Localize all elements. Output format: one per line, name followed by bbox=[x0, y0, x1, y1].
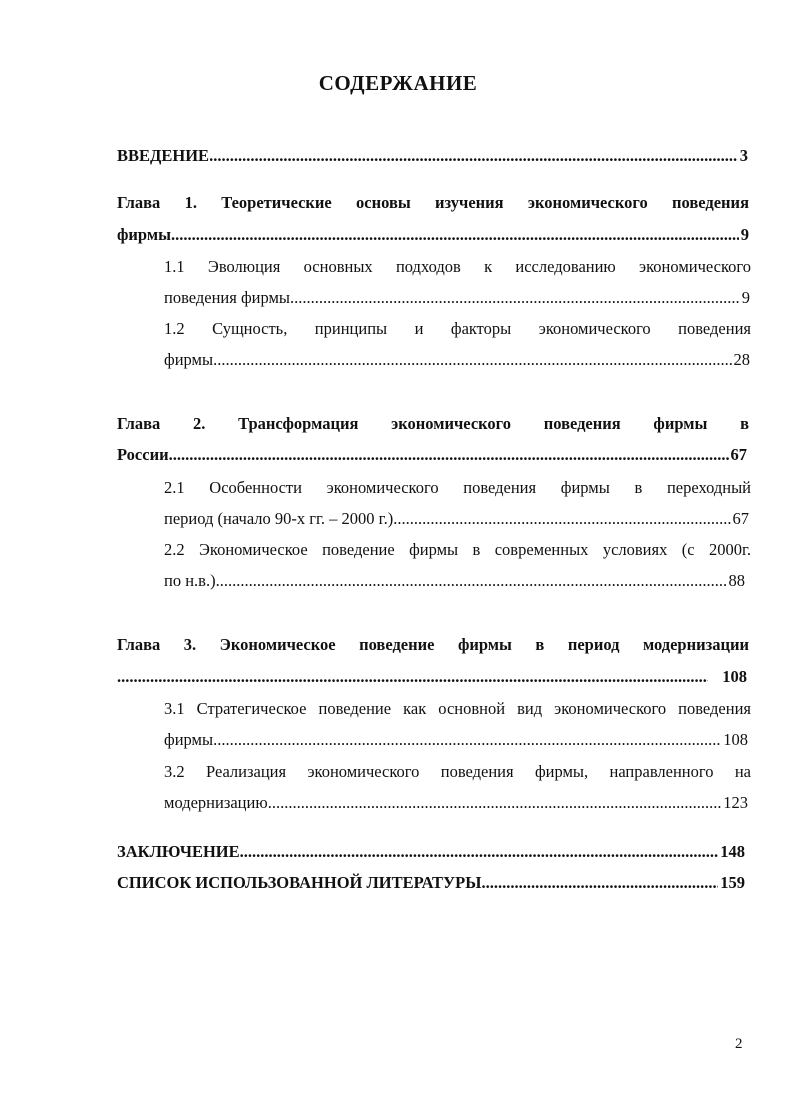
page-number: 2 bbox=[735, 1036, 743, 1052]
toc-section-1-2: 1.2 Сущность, принципы и факторы экономического поведения bbox=[164, 319, 751, 338]
leader-dots bbox=[481, 872, 718, 894]
toc-label: России bbox=[117, 445, 169, 464]
toc-page-number: 148 bbox=[720, 842, 745, 861]
leader-dots bbox=[171, 224, 739, 246]
toc-section-2-2: 2.2 Экономическое поведение фирмы в современных условиях (с 2000г. bbox=[164, 540, 751, 559]
toc-label: фирмы bbox=[117, 225, 171, 244]
toc-section-2-1-leader bbox=[164, 508, 749, 530]
toc-page-number: 67 bbox=[732, 509, 749, 528]
leader-dots bbox=[240, 841, 719, 863]
toc-label: СПИСОК ИСПОЛЬЗОВАННОЙ ЛИТЕРАТУРЫ bbox=[117, 873, 482, 892]
toc-label: модернизацию bbox=[164, 793, 268, 812]
toc-section-1-2-leader bbox=[164, 349, 750, 371]
toc-entry-references bbox=[117, 872, 745, 894]
toc-section-2-2-leader bbox=[164, 570, 745, 592]
toc-label: поведения фирмы bbox=[164, 288, 291, 307]
toc-section-3-2-leader bbox=[164, 792, 748, 814]
toc-section-3-1: 3.1 Стратегическое поведение как основной вид экономического поведения bbox=[164, 699, 751, 718]
toc-entry-intro bbox=[117, 145, 748, 167]
toc-page-number: 9 bbox=[740, 225, 749, 244]
toc-chapter-1-heading: Глава 1. Теоретические основы изучения экономического поведения bbox=[117, 193, 749, 212]
leader-dots bbox=[209, 145, 738, 167]
toc-chapter-3-leader bbox=[117, 666, 747, 688]
toc-label: фирмы bbox=[164, 350, 214, 369]
toc-label: период (начало 90-х гг. – 2000 г.) bbox=[164, 509, 394, 528]
toc-page-number: 3 bbox=[739, 146, 748, 165]
toc-section-1-1: 1.1 Эволюция основных подходов к исследованию экономического bbox=[164, 257, 751, 276]
toc-section-3-1-leader bbox=[164, 729, 748, 751]
toc-section-3-2: 3.2 Реализация экономического поведения фирмы, направленного на bbox=[164, 762, 751, 781]
toc-page-number: 9 bbox=[741, 288, 750, 307]
leader-dots bbox=[117, 666, 708, 688]
leader-dots bbox=[268, 792, 722, 814]
toc-entry-conclusion bbox=[117, 841, 745, 863]
toc-label: ВВЕДЕНИЕ bbox=[117, 146, 210, 165]
toc-chapter-1-leader bbox=[117, 224, 749, 246]
leader-dots bbox=[169, 444, 729, 466]
toc-label: ЗАКЛЮЧЕНИЕ bbox=[117, 842, 240, 861]
toc-label: фирмы bbox=[164, 730, 214, 749]
toc-page-number: 159 bbox=[720, 873, 745, 892]
leader-dots bbox=[290, 287, 740, 309]
toc-page-number: 108 bbox=[722, 667, 747, 686]
toc-chapter-3-heading: Глава 3. Экономическое поведение фирмы в период модернизации bbox=[117, 635, 749, 654]
page-title: СОДЕРЖАНИЕ bbox=[318, 71, 478, 95]
toc-page-number: 108 bbox=[723, 730, 748, 749]
toc-page-number: 67 bbox=[730, 445, 747, 464]
toc-page-number: 28 bbox=[733, 350, 750, 369]
leader-dots bbox=[213, 729, 721, 751]
toc-label: по н.в.) bbox=[164, 571, 216, 590]
toc-chapter-2-leader bbox=[117, 444, 747, 466]
leader-dots bbox=[393, 508, 730, 530]
leader-dots bbox=[216, 570, 727, 592]
toc-page-number: 123 bbox=[723, 793, 748, 812]
toc-section-2-1: 2.1 Особенности экономического поведения фирмы в переходный bbox=[164, 478, 751, 497]
toc-page-number: 88 bbox=[728, 571, 745, 590]
toc-chapter-2-heading: Глава 2. Трансформация экономического поведения фирмы в bbox=[117, 414, 749, 433]
leader-dots bbox=[213, 349, 731, 371]
toc-section-1-1-leader bbox=[164, 287, 750, 309]
